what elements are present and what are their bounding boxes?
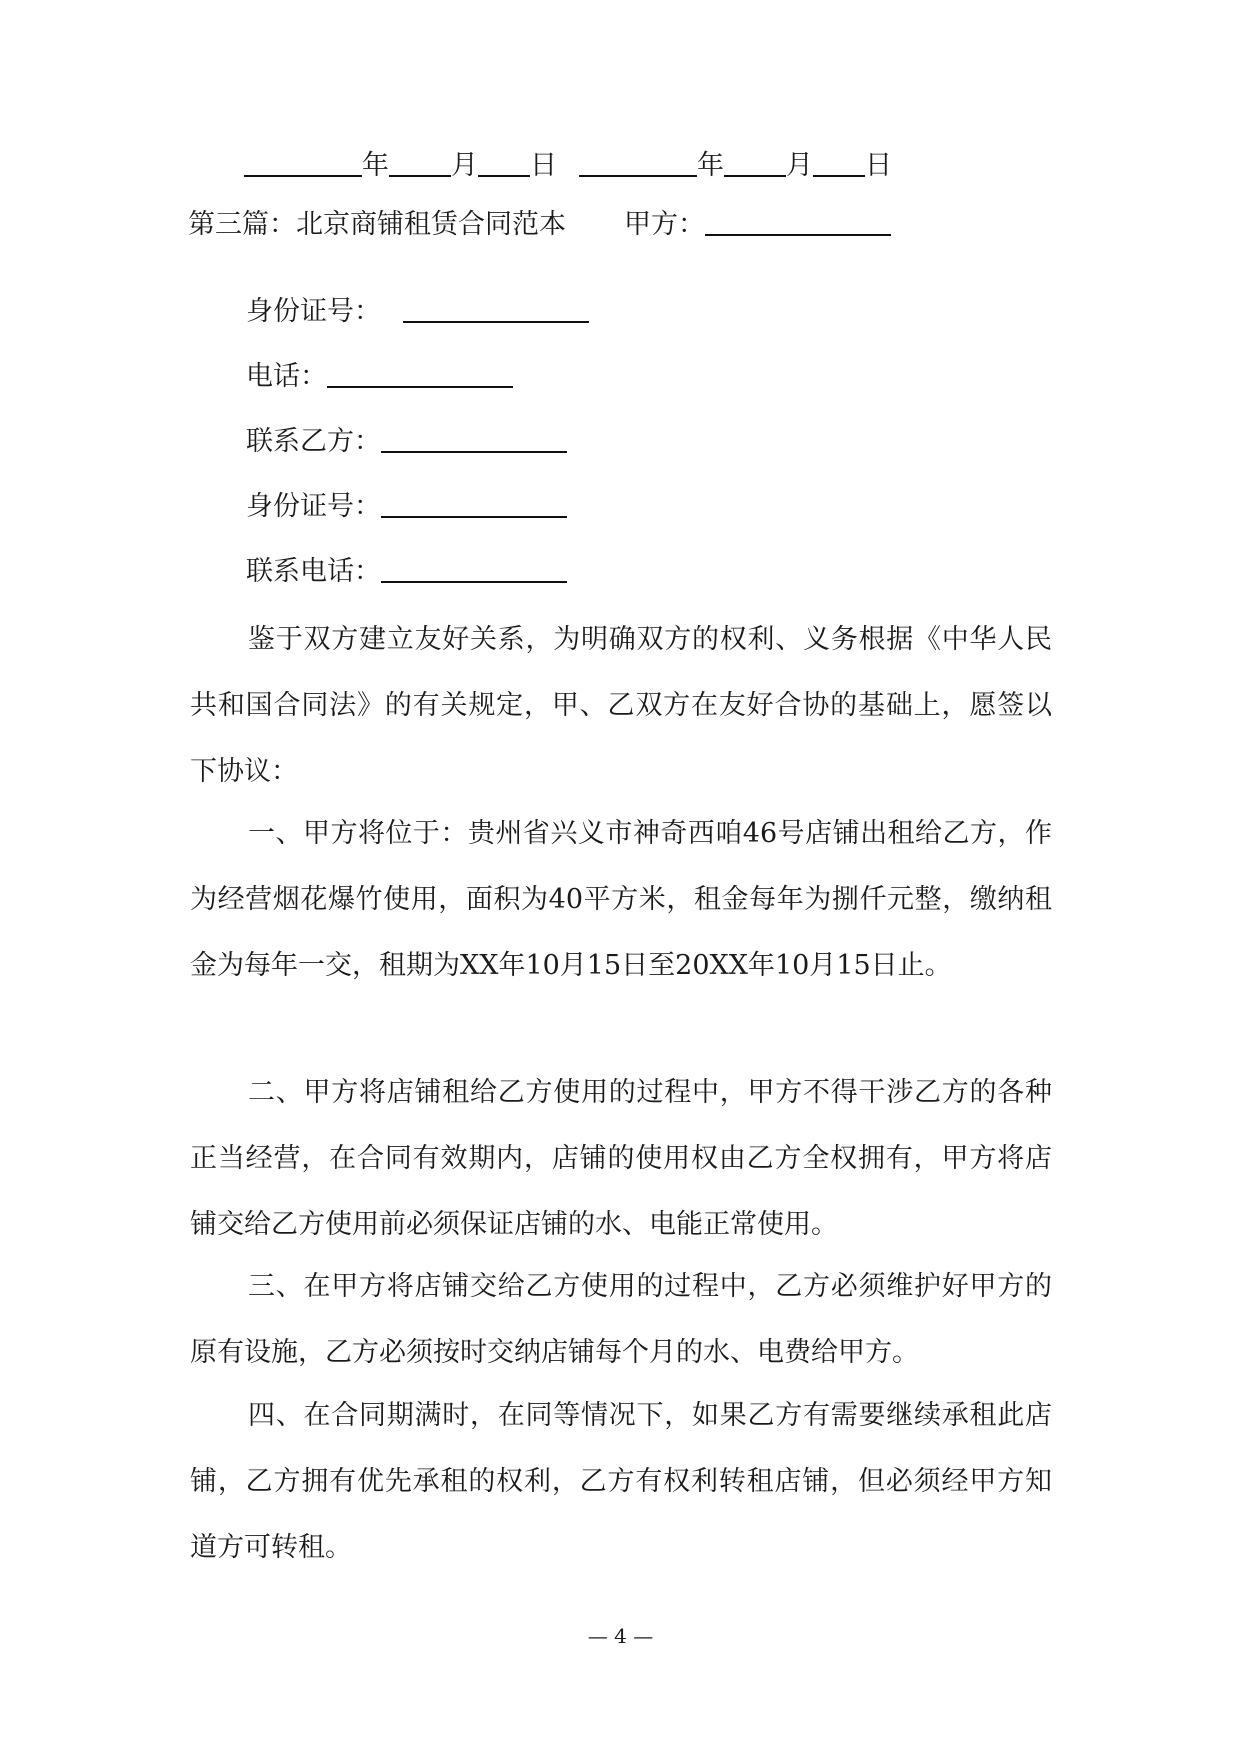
field-blank	[381, 555, 567, 583]
year-blank-1	[244, 149, 362, 177]
month-label-2: 月	[786, 150, 813, 181]
year-blank-2	[579, 149, 697, 177]
field-blank	[403, 295, 589, 323]
field-contact-phone	[246, 552, 567, 592]
paragraph-clause-2: 二、甲方将店铺租给乙方使用的过程中，甲方不得干涉乙方的各种正当经营，在合同有效期内，店铺的使用权由乙方全权拥有，甲方将店铺交给乙方使用前必须保证店铺的水、电能正常使用。	[190, 1077, 1052, 1240]
field-label: 身份证号：	[246, 296, 381, 327]
field-label: 身份证号：	[246, 491, 381, 522]
month-label-1: 月	[451, 150, 478, 181]
paragraph-clause-3: 三、在甲方将店铺交给乙方使用的过程中，乙方必须维护好甲方的原有设施，乙方必须按时交纳店铺每个月的水、电费给甲方。	[190, 1271, 1052, 1368]
year-label-2: 年	[697, 150, 724, 181]
heading-line	[188, 205, 891, 245]
party-a-blank	[705, 208, 891, 236]
field-contact-party-b	[246, 422, 567, 462]
field-id-number-b	[246, 487, 567, 527]
paragraph-clause-1: 一、甲方将位于：贵州省兴义市神奇西咱46号店铺出租给乙方，作为经营烟花爆竹使用，面积为40平方米，租金每年为捌仟元整，缴纳租金为每年一交，租期为XX年10月15日至20XX年10月15日止。	[190, 818, 1052, 981]
month-blank-2	[724, 149, 786, 177]
field-label: 电话：	[246, 361, 327, 392]
page-number: — 4 —	[587, 1624, 654, 1648]
paragraph-preamble: 鉴于双方建立友好关系，为明确双方的权利、义务根据《中华人民共和国合同法》的有关规定，甲、乙双方在友好合协的基础上，愿签以下协议：	[190, 624, 1052, 787]
paragraph-clause-4: 四、在合同期满时，在同等情况下，如果乙方有需要继续承租此店铺，乙方拥有优先承租的权利，乙方有权利转租店铺，但必须经甲方知道方可转租。	[190, 1400, 1052, 1563]
field-label: 联系乙方：	[246, 426, 381, 457]
day-label-2: 日	[865, 150, 892, 181]
field-phone	[246, 357, 513, 397]
field-label: 联系电话：	[246, 556, 381, 587]
field-blank	[327, 360, 513, 388]
day-blank-1	[478, 149, 530, 177]
field-blank	[381, 425, 567, 453]
month-blank-1	[389, 149, 451, 177]
year-label-1: 年	[362, 150, 389, 181]
field-blank	[381, 490, 567, 518]
field-id-number-a	[246, 292, 589, 332]
date-line	[244, 146, 892, 186]
day-label-1: 日	[530, 150, 557, 181]
day-blank-2	[813, 149, 865, 177]
party-a-label: 甲方：	[624, 209, 705, 240]
document-title: 第三篇：北京商铺租赁合同范本	[188, 209, 566, 240]
